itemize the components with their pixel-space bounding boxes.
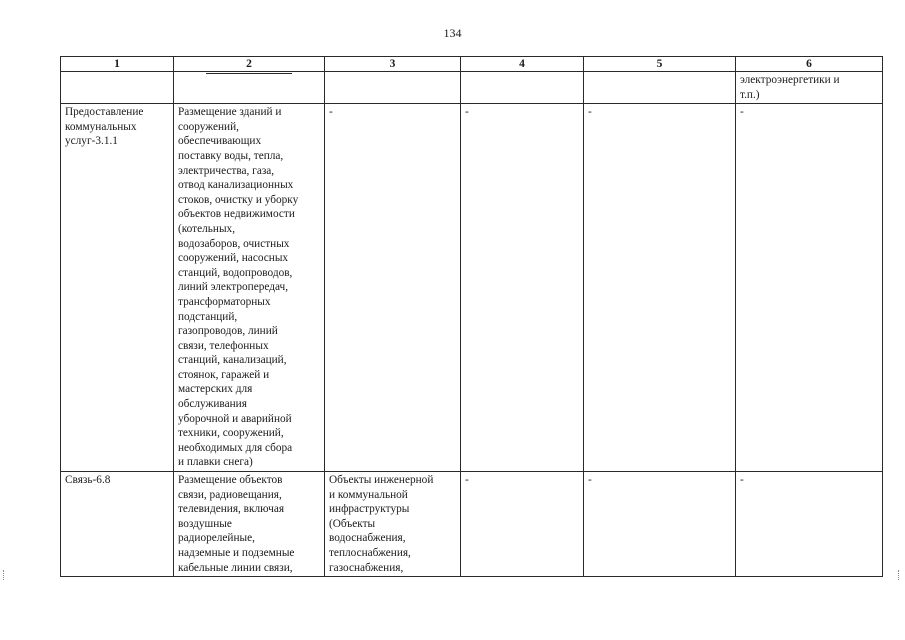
page-number: 134 xyxy=(443,26,462,40)
cell-col-3 xyxy=(325,104,461,472)
cell xyxy=(61,72,174,104)
header-col-3: 3 xyxy=(325,57,461,72)
cell xyxy=(736,72,883,104)
header-underline-mark xyxy=(206,73,292,74)
cell-land-use-type xyxy=(61,472,174,577)
cell-text: - xyxy=(740,106,744,119)
cell-col-5 xyxy=(584,104,736,472)
header-col-4: 4 xyxy=(461,57,584,72)
cell-description xyxy=(174,472,325,577)
cell xyxy=(174,72,325,104)
cell-col-4 xyxy=(461,472,584,577)
scan-edge-mark-left xyxy=(3,570,5,580)
cell-land-use-type xyxy=(61,104,174,472)
cell xyxy=(584,72,736,104)
cell xyxy=(325,72,461,104)
table-row xyxy=(61,472,883,577)
cell-text: - xyxy=(588,106,592,119)
cell-text: Размещение зданий и сооружений, обеспечивающих поставку воды, тепла, электричества, газа, отвод канализационных стоков, очистку и уборку объектов недвижимости (котельных, водозаборов, очистных сооружений, насосных станций, водопроводов, линий электропередач, трансформаторных подстанций, газопроводов, линий связи, телефонных станций, канализаций, стоянок, гаражей и мастерских для обслуживания уборочной и аварийной техники, сооружений, необходимых для сбора и плавки снега) xyxy=(178,106,299,469)
cell-text: - xyxy=(740,474,744,487)
cell-col-6 xyxy=(736,472,883,577)
cell-col-4 xyxy=(461,104,584,472)
header-col-5: 5 xyxy=(584,57,736,72)
scan-edge-mark-right xyxy=(898,570,900,580)
cell-text: - xyxy=(329,106,333,119)
cell-text: Предоставление коммунальных услуг-3.1.1 xyxy=(65,106,144,148)
continuation-row xyxy=(61,72,883,104)
cell-col-6 xyxy=(736,104,883,472)
cell xyxy=(461,72,584,104)
header-row xyxy=(61,57,883,72)
header-col-2: 2 xyxy=(174,57,325,72)
cell-description xyxy=(174,104,325,472)
cell-text: Размещение объектов связи, радиовещания, телевидения, включая воздушные радиорелейные, надземные и подземные кабельные линии связи, xyxy=(178,474,295,574)
cell-text: Объекты инженерной и коммунальной инфраструктуры (Объекты водоснабжения, теплоснабжения, газоснабжения, xyxy=(329,474,434,574)
header-col-1: 1 xyxy=(61,57,174,72)
table-row xyxy=(61,104,883,472)
cell-text: - xyxy=(465,474,469,487)
cell-col-5 xyxy=(584,472,736,577)
cell-text: Связь-6.8 xyxy=(65,474,111,487)
cell-text: - xyxy=(588,474,592,487)
cell-text: - xyxy=(465,106,469,119)
cell-text: электроэнергетики и т.п.) xyxy=(740,74,840,101)
land-use-table xyxy=(60,56,883,577)
cell-col-3 xyxy=(325,472,461,577)
header-col-6: 6 xyxy=(736,57,883,72)
